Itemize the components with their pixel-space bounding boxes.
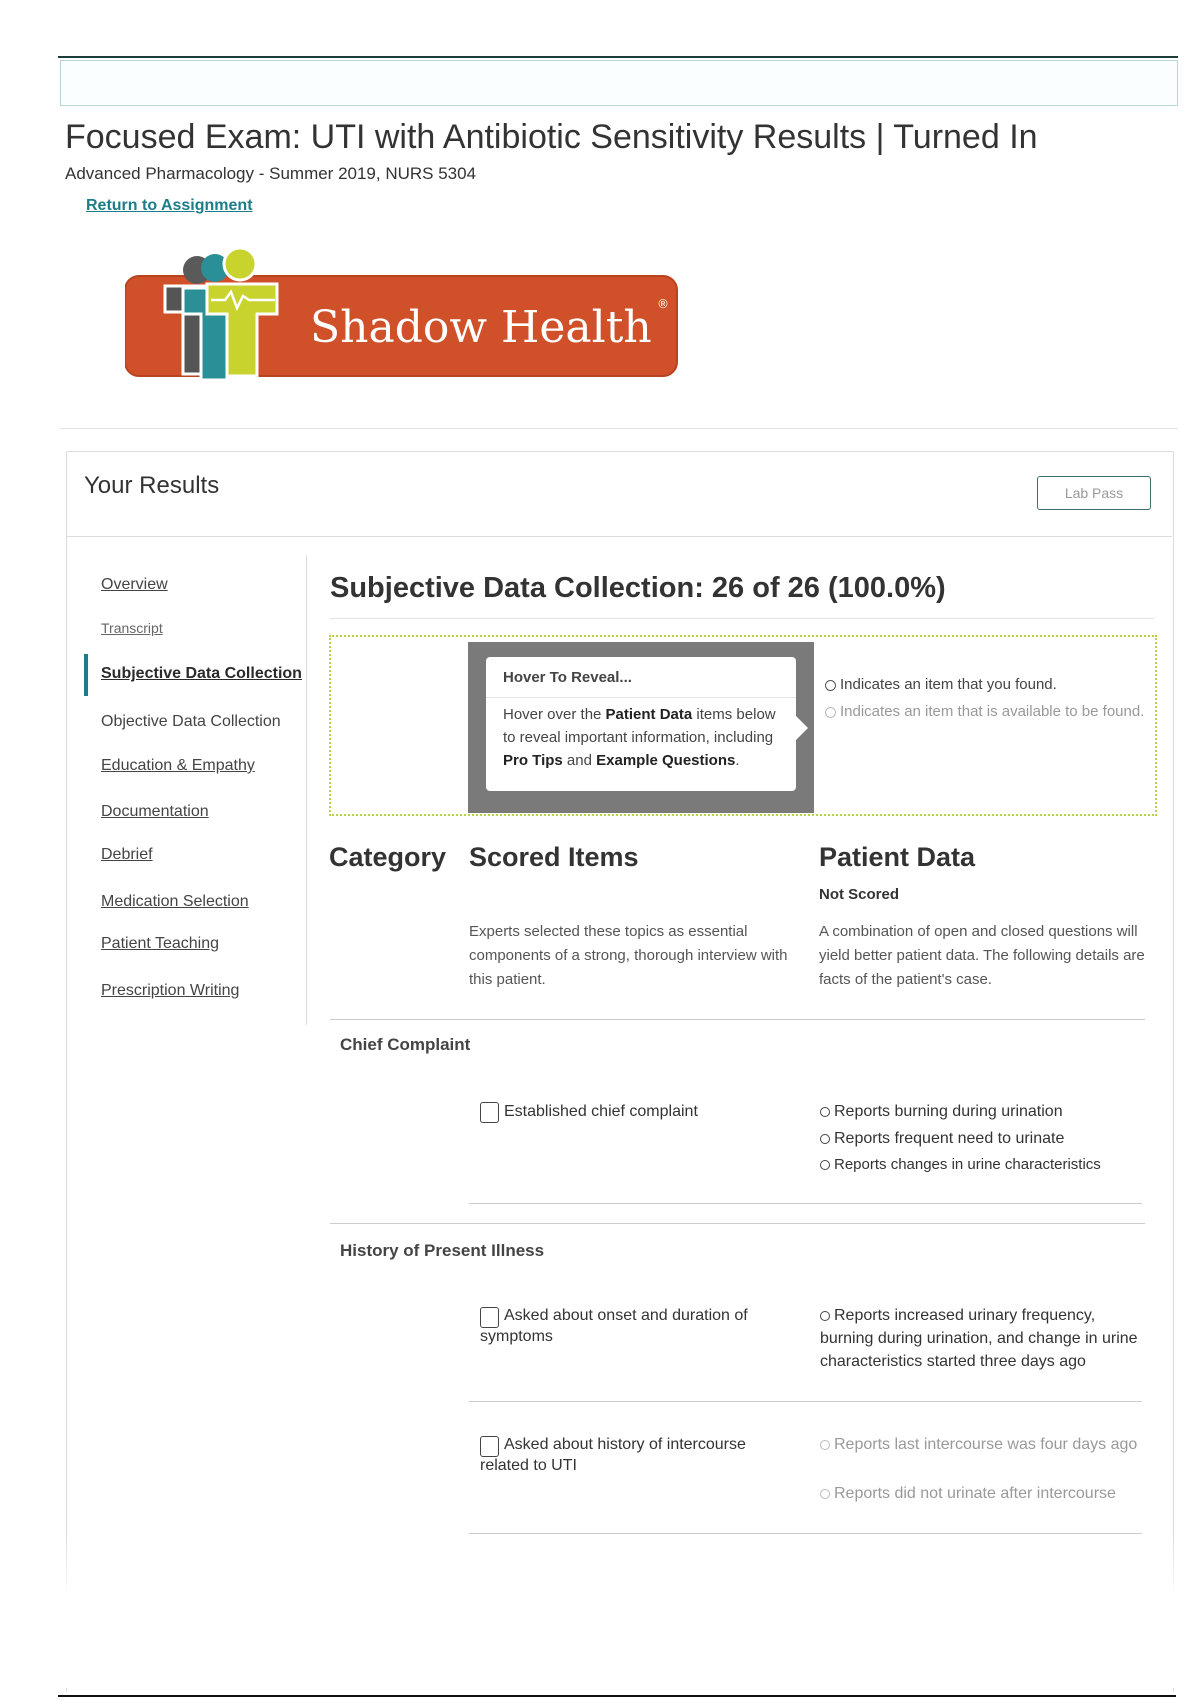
patient-data-item[interactable]: Reports increased urinary frequency, burning during urination, and change in urine characteristics started three days ago [820,1307,1138,1370]
top-bar [60,60,1178,106]
patient-data-item[interactable]: Reports burning during urination [820,1100,1140,1123]
results-title: Your Results [84,472,220,499]
nav-item-overview[interactable]: Overview [101,576,168,593]
category-rule [330,1223,1145,1224]
patient-data-item[interactable]: Reports changes in urine characteristics [820,1153,1140,1176]
svg-text:Shadow Health: Shadow Health [310,302,652,353]
section-rule [330,618,1154,619]
legend-available: Indicates an item that is available to be found. [825,702,1145,721]
row-rule [469,1401,1142,1402]
found-circle-icon [825,680,836,691]
found-circle-icon [820,1160,830,1170]
category-history-of-present-illness: History of Present Illness [340,1241,545,1260]
nav-item-documentation[interactable]: Documentation [101,803,209,820]
return-to-assignment-link[interactable]: Return to Assignment [86,197,253,214]
available-circle-icon [825,707,836,718]
scored-item-label: Established chief complaint [504,1103,698,1120]
nav-active-indicator [84,654,88,696]
header-separator [60,428,1178,429]
patient-data-item[interactable]: Reports last intercourse was four days ago [820,1433,1140,1456]
nav-item-patient-teaching[interactable]: Patient Teaching [101,935,220,952]
page-title: Focused Exam: UTI with Antibiotic Sensitivity Results | Turned In [65,118,1038,156]
panel-header-divider [66,536,1172,537]
table-rule [330,1019,1145,1020]
patient-data-description: A combination of open and closed questions will yield better patient data. The following details are facts of the patient's case. [819,923,1145,988]
lab-pass-button[interactable]: Lab Pass [1037,476,1151,510]
top-rule [58,56,1178,58]
course-subtitle: Advanced Pharmacology - Summer 2019, NURS 5304 [65,164,477,183]
nav-item-medication-selection[interactable]: Medication Selection [101,893,249,910]
tooltip-title: Hover To Reveal... [503,669,632,686]
svg-text:®: ® [657,297,669,311]
page-fade [0,1538,1200,1688]
scored-items-description: Experts selected these topics as essential components of a strong, thorough interview with this patient. [469,923,788,988]
tooltip-arrow [796,716,808,740]
available-circle-icon [820,1489,830,1499]
nav-item-prescription-writing[interactable]: Prescription Writing [101,982,240,999]
row-rule [469,1203,1142,1204]
category-chief-complaint: Chief Complaint [340,1035,471,1054]
legend-found: Indicates an item that you found. [825,675,1145,694]
column-header-scored-items: Scored Items [469,842,639,872]
tooltip-divider [486,697,796,698]
row-rule [469,1533,1142,1534]
tooltip-body: Hover over the Patient Data items below to reveal important information, including Pro Tips and Example Questions. [503,706,776,769]
not-scored-label: Not Scored [819,886,900,903]
found-circle-icon [820,1134,830,1144]
patient-data-item[interactable]: Reports did not urinate after intercourse [820,1482,1140,1505]
column-header-patient-data: Patient Data [819,842,976,872]
nav-item-debrief[interactable]: Debrief [101,846,153,863]
nav-item-objective-data-collection[interactable]: Objective Data Collection [101,713,281,730]
found-circle-icon [820,1107,830,1117]
scored-item-label: Asked about history of intercourse related to UTI [480,1436,746,1474]
item-checkbox[interactable] [480,1102,499,1123]
nav-divider [306,555,307,1025]
bottom-rule [58,1695,1176,1697]
available-circle-icon [820,1440,830,1450]
scored-item-label: Asked about onset and duration of symptoms [480,1307,748,1345]
column-header-category: Category [329,842,447,872]
found-circle-icon [820,1311,830,1321]
nav-item-subjective-data-collection[interactable]: Subjective Data Collection [101,665,302,682]
nav-item-education-empathy[interactable]: Education & Empathy [101,757,255,774]
section-title: Subjective Data Collection: 26 of 26 (100.0%) [330,572,946,604]
patient-data-item[interactable]: Reports frequent need to urinate [820,1127,1140,1150]
shadow-health-logo [125,248,685,398]
nav-item-transcript[interactable]: Transcript [101,620,163,636]
